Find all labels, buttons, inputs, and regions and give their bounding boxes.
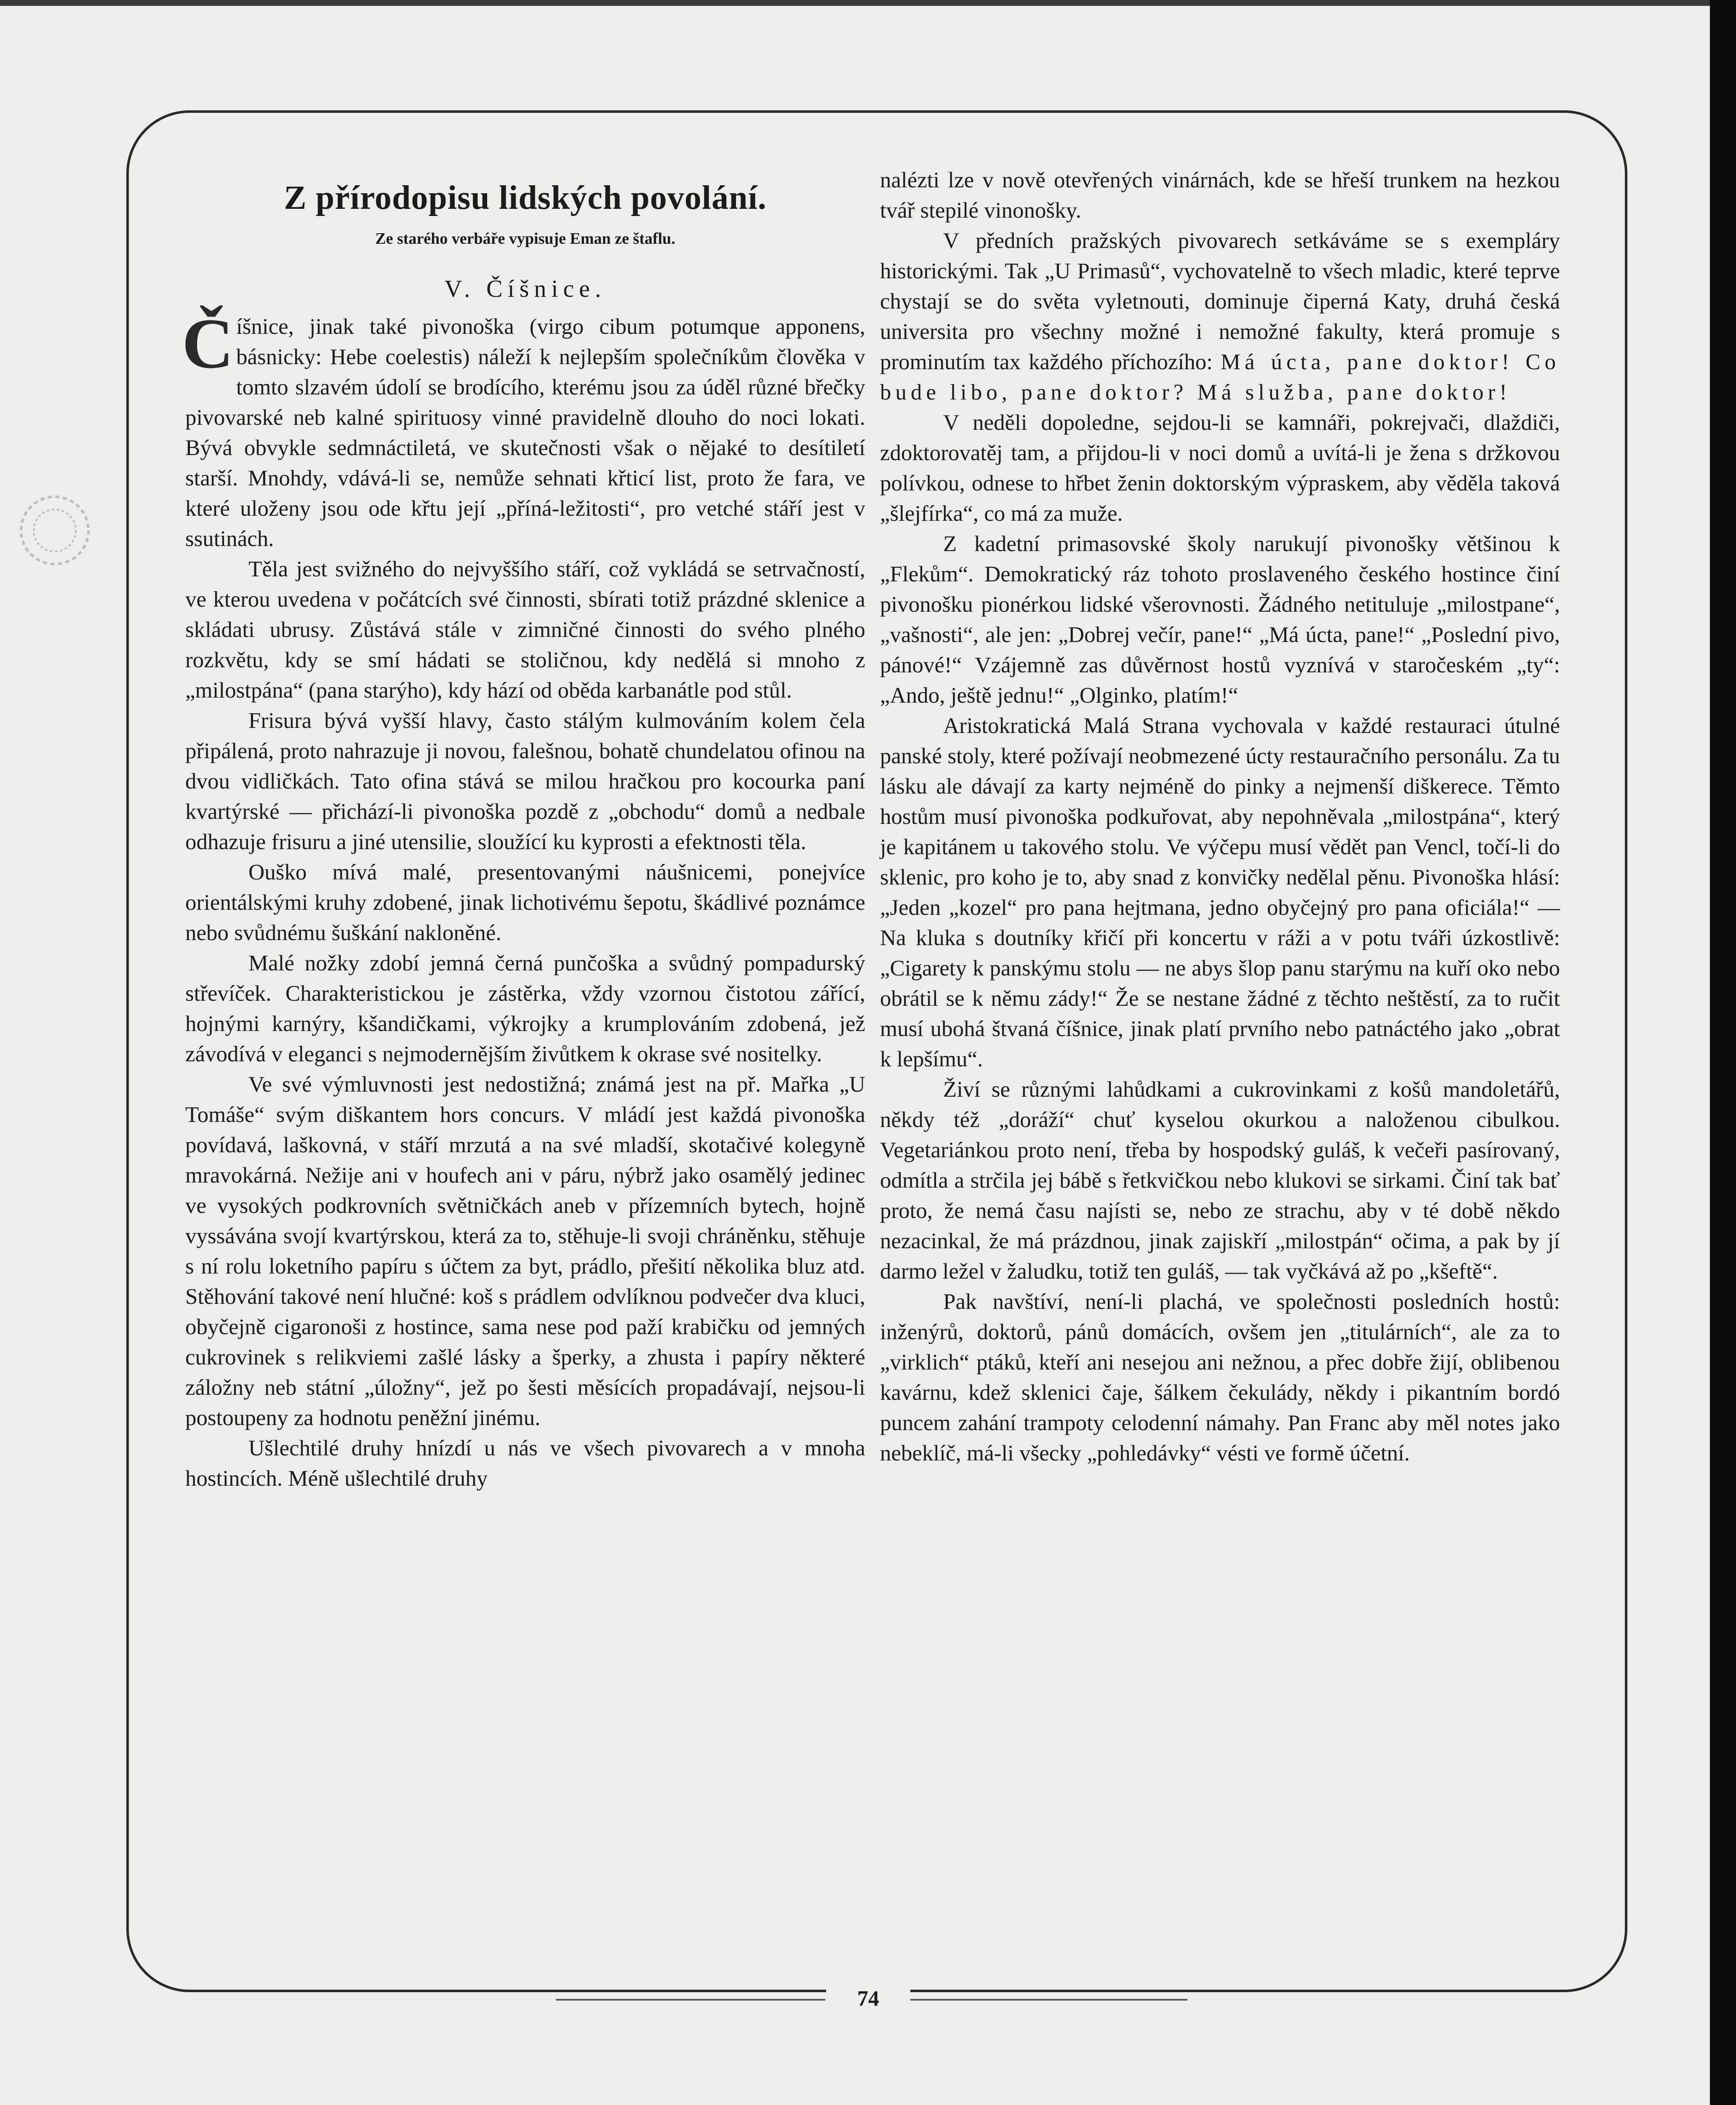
- paragraph-10: Z kadetní primasovské školy narukují pivonošky většinou k „Flekům“. Demokratický ráz tohoto proslaveného českého hostince činí pivonošku pionérkou lidské všerovnosti. Žádného netituluje „milostpane“, „vašnosti“, ale jen: „Dobrej večír, pane!“ „Má úcta, pane!“ „Poslední pivo, pánové!“ Vzájemně zas důvěrnost hostů vyznívá v staročeském „ty“: „Ando, ještě jednu!“ „Olginko, platím!“: [880, 532, 1560, 708]
- paragraph-8: V předních pražských pivovarech setkáváme se s exempláry historickými. Tak „U Primasů“, vychovatelně to všech mladic, které teprve chystají se do světa vyletnouti, dominuje čiperná Katy, druhá česká universita pro všechny možné i nemožné fakulty, která promuje s prominutím tax každého příchozího: Má úcta, pane doktor! Co bude libo, pane doktor? Má služba, pane doktor!: [880, 229, 1560, 405]
- section-heading: V. Číšnice.: [444, 275, 606, 302]
- article-subtitle: Ze starého verbáře vypisuje Eman ze štaflu.: [375, 230, 675, 248]
- page-number: 74: [826, 1986, 910, 2011]
- dropcap: Č: [182, 304, 234, 383]
- left-column: [182, 160, 865, 1494]
- paragraph-4: Ouško mívá malé, presentovanými náušnicemi, ponejvíce orientálskými kruhy zdobené, jinak lichotivému šepotu, škádlivé poznámce nebo svůdnému šuškání nakloněné.: [185, 860, 865, 945]
- paragraph-6: Ve své výmluvnosti jest nedostižná; známá jest na př. Mařka „U Tomáše“ svým diškantem hors concurs. V mládí jest každá pivonoška povídavá, laškovná, v stáří mrzutá a na své mladší, skotačivé kolegyně mravokárná. Nežije ani v houfech ani v páru, nýbrž jako osamělý jedinec ve vysokých podkrovních světničkách aneb v přízemních bytech, hojně vyssávána svojí kvartýrskou, která za to, stěhuje-li svoji chráněnku, stěhuje s ní rolu loketního papíru s účtem za byt, prádlo, přešití několika bluz atd. Stěhování takové není hlučné: koš s prádlem odvlíknou podvečer dva kluci, obyčejně cigaronoši z hostince, sama nese pod paží krabičku od jemných cukrovinek s relikviemi zašlé lásky a šperky, a zhusta i papíry některé záložny neb státní „úložny“, jež po šesti měsících propadávají, nejsou-li postoupeny za hodnotu peněžní jinému.: [185, 1072, 865, 1430]
- doctor-greetings: Má úcta, pane doktor! Co bude libo, pane doktor? Má služba, pane doktor!: [880, 350, 1560, 405]
- paragraph-7: Ušlechtilé druhy hnízdí u nás ve všech pivovarech a v mnoha hostincích. Méně ušlechtilé druhy: [185, 1436, 865, 1491]
- paragraph-5: Malé nožky zdobí jemná černá punčoška a svůdný pompadurský střevíček. Charakteristickou je zástěrka, vždy vzornou čistotou zářící, hojnými karnýry, kšandičkami, výkrojky a krumplováním zdobená, jež závodívá v eleganci s nejmodernějším živůtkem k okrase své nositelky.: [185, 951, 865, 1066]
- paragraph-12: Živí se různými lahůdkami a cukrovinkami z košů mandoletářů, někdy též „doráží“ chuť kyselou okurkou a naloženou cibulkou. Vegetariánkou proto není, třeba by hospodský guláš, k večeři pasírovaný, odmítla a strčila jej bábě s řetkvičkou nebo klukovi se sirkami. Činí tak bať proto, že nemá času najísti se, nebo ze strachu, aby v té době někdo nezacinkal, že má prázdnou, jinak zajiskří „milostpán“ očima, a pak by jí darmo ležel v žaludku, totiž ten guláš, — tak vyčkává až po „kšeftě“.: [880, 1077, 1560, 1284]
- paragraph-3: Frisura bývá vyšší hlavy, často stálým kulmováním kolem čela připálená, proto nahrazuje ji novou, falešnou, bohatě chundelatou ofinou na dvou vidličkách. Tato ofina stává se milou hračkou pro kocourka paní kvartýrské — přichází-li pivonoška pozdě z „obchodu“ domů a nedbale odhazuje frisuru a jiné utensilie, sloužící ku kyprosti a efektnosti těla.: [185, 709, 865, 854]
- scan-edge-top: [0, 0, 1736, 6]
- paragraph-2: Těla jest svižného do nejvyššího stáří, což vykládá se setrvačností, ve kterou uvedena v počátcích své činnosti, sbírati totiž prázdné sklenice a skládati ubrusy. Zůstává stále v zimničné činnosti do svého plného rozkvětu, kdy se smí hádati se stoličnou, kdy nedělá si mnoho z „milostpána“ (pana starýho), kdy hází od oběda karbanátle pod stůl.: [185, 557, 865, 703]
- scan-edge-right: [1710, 0, 1736, 2105]
- article-title: Z přírodopisu lidských povolání.: [284, 179, 767, 216]
- footer-rule-left: [556, 1999, 825, 2001]
- paragraph-continuation: nalézti lze v nově otevřených vinárnách, kde se hřeší trunkem na hezkou tvář stepilé vinonošky.: [880, 168, 1560, 223]
- paragraph-1: Číšnice, jinak také pivonoška (virgo cibum potumque apponens, básnicky: Hebe coelestis) náleží k nejlepším společníkům člověka v tomto slzavém údolí se brodícího, kterému jsou za úděl různé břečky pivovarské neb kalné spirituosy vinné pravidelně dlouho do noci lokati. Bývá obvykle sedmnáctiletá, ve skutečnosti však o nějaké to desítiletí starší. Mnohdy, vdává-li se, nemůže sehnati křticí list, proto že fara, ve které uloženy jsou ode křtu její „příná-ležitosti“, pro vetché stáří jest v ssutinách.: [182, 304, 865, 551]
- paragraph-11: Aristokratická Malá Strana vychovala v každé restauraci útulné panské stoly, které požívají neobmezené úcty restauračního personálu. Za tu lásku ale dávají za karty nejméně do pinky a nejmenší diškerece. Těmto hostům musí pivonoška podkuřovat, aby nepohněvala „milostpána“, který je kapitánem u takového stolu. Ve výčepu musí vědět pan Vencl, točí-li do sklenic, pro koho je to, aby snad z konvičky nedělal pěnu. Pivonoška hlásí: „Jeden „kozel“ pro pana hejtmana, jedno obyčejný pro pana oficiála!“ — Na kluka s doutníky křičí při koncertu v ráži a v potu tváři úzkostlivě: „Cigarety k panskýmu stolu — ne abys šlop panu starýmu na kuří oko nebo obrátil se k němu zády!“ Že se nestane žádné z těchto neštěstí, za to ručit musí ubohá štvaná číšnice, jinak platí prvního nebo patnáctého jako „obrat k lepšímu“.: [880, 714, 1560, 1071]
- paragraph-13: Pak navštíví, není-li plachá, ve společnosti posledních hostů: inženýrů, doktorů, pánů domácích, ovšem jen „titulárních“, ale za to „virklich“ ptáků, kteří ani nesejou ani nežnou, a přec dobře žijí, oblibenou kavárnu, kdež sklenici čaje, šálkem čekulády, někdy i pikantním bordó puncem zahání trampoty celodenní námahy. Pan Franc aby měl notes jako nebeklíč, má-li všecky „pohledávky“ vésti ve formě účetní.: [880, 1290, 1560, 1466]
- paragraph-9: V neděli dopoledne, sejdou-li se kamnáři, pokrejvači, dlaždiči, zdoktorovatěj tam, a přijdou-li v noci domů a uvítá-li je žena s držkovou polívkou, odnese to hřbet ženin doktorským výpraskem, aby věděla taková „šlejfírka“, co má za muže.: [880, 410, 1560, 526]
- footer-rule-right: [909, 1999, 1187, 2001]
- margin-stamp-icon: [17, 455, 93, 606]
- right-column: [880, 165, 1560, 1468]
